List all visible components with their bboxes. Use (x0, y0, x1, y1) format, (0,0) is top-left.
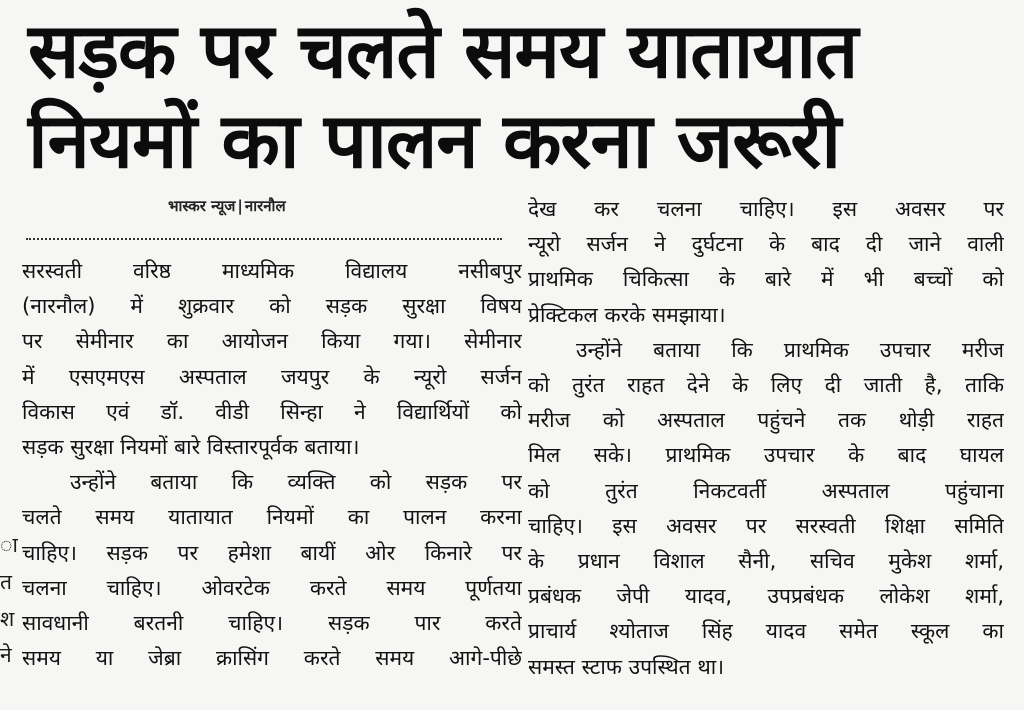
text-line: समस्त स्टाफ उपस्थित था। (528, 654, 725, 679)
text-line: प्रबंधक जेपी यादव, उपप्रबंधक लोकेश शर्मा, (528, 584, 1004, 609)
text-line: पर सेमीनार का आयोजन किया गया। सेमीनार (22, 329, 522, 354)
article-left-column (22, 254, 522, 676)
adjacent-column-fragment: श (0, 607, 15, 631)
text-line: चलते समय यातायात नियमों का पालन करना (22, 505, 522, 530)
text-line: में एसएमएस अस्पताल जयपुर के न्यूरो सर्जन (22, 364, 522, 389)
adjacent-column-fragment: त (0, 570, 12, 594)
text-line: मरीज को अस्पताल पहुंचने तक थोड़ी राहत (528, 408, 1004, 433)
adjacent-column-fragment: ने (0, 643, 12, 667)
text-line: को तुरंत राहत देने के लिए दी जाती है, ताकि (528, 373, 1004, 398)
text-line: के प्रधान विशाल सैनी, सचिव मुकेश शर्मा, (528, 549, 1004, 574)
text-line: उन्होंने बताया कि व्यक्ति को सड़क पर (70, 470, 522, 495)
text-line: चलना चाहिए। ओवरटेक करते समय पूर्णतया (22, 575, 522, 600)
text-line: चाहिए। इस अवसर पर सरस्वती शिक्षा समिति (528, 513, 1004, 538)
text-line: को तुरंत निकटवर्ती अस्पताल पहुंचाना (528, 478, 1004, 503)
text-line: देख कर चलना चाहिए। इस अवसर पर (528, 197, 1004, 221)
text-line: विकास एवं डॉ. वीडी सिन्हा ने विद्यार्थियों को (22, 399, 522, 424)
text-line: सड़क सुरक्षा नियमों बारे विस्तारपूर्वक बताया। (22, 435, 360, 460)
text-line: न्यूरो सर्जन ने दुर्घटना के बाद दी जाने वाली (528, 232, 1004, 257)
text-line: (नारनौल) में शुक्रवार को सड़क सुरक्षा विषय (22, 294, 522, 319)
text-line: प्राचार्य श्योताज सिंह यादव समेत स्कूल का (528, 619, 1004, 644)
text-line: प्राथमिक चिकित्सा के बारे में भी बच्चों को (528, 267, 1004, 292)
headline-line-2: नियमों का पालन करना जरूरी (28, 96, 841, 185)
adjacent-column-fragment: ा (0, 533, 18, 557)
text-line: सरस्वती वरिष्ठ माध्यमिक विद्यालय नसीबपुर (22, 259, 522, 283)
text-line: मिल सके। प्राथमिक उपचार के बाद घायल (528, 443, 1004, 468)
headline (28, 6, 1008, 186)
byline-source: भास्कर न्यूज (168, 197, 236, 215)
text-line: चाहिए। सड़क पर हमेशा बायीं ओर किनारे पर (22, 540, 522, 565)
text-line: समय या जेब्रा क्रासिंग करते समय आगे-पीछे (22, 646, 522, 671)
dotted-divider (26, 238, 502, 240)
text-line: प्रेक्टिकल करके समझाया। (528, 302, 726, 327)
headline-line-1: सड़क पर चलते समय यातायात (28, 6, 858, 95)
byline-separator: | (237, 197, 243, 215)
text-line: उन्होंने बताया कि प्राथमिक उपचार मरीज (576, 337, 1004, 362)
text-line: सावधानी बरतनी चाहिए। सड़क पार करते (22, 611, 522, 636)
byline (168, 196, 286, 216)
byline-place: नारनौल (244, 197, 286, 215)
article-right-column (528, 192, 1004, 685)
